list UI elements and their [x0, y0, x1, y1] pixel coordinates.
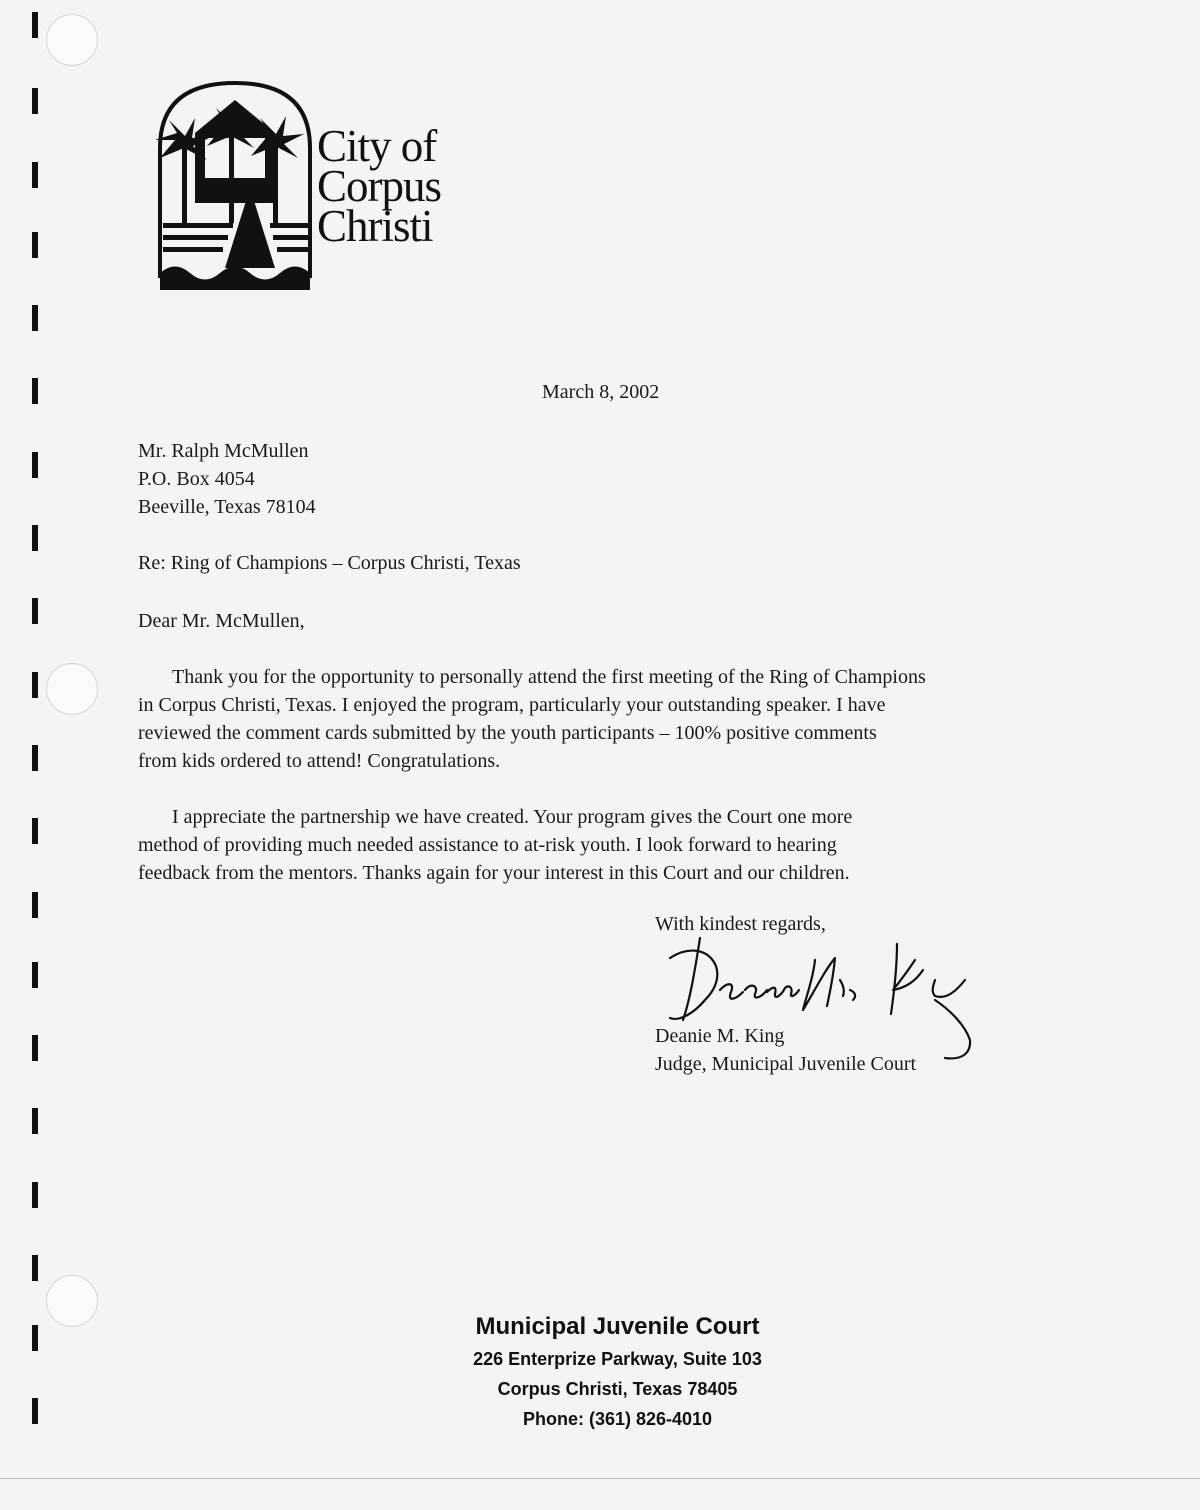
binder-mark — [32, 962, 38, 988]
page-edge-rule — [0, 1478, 1200, 1479]
binder-mark — [32, 1035, 38, 1061]
binder-mark — [32, 745, 38, 771]
binder-mark — [32, 525, 38, 551]
paragraph-line: reviewed the comment cards submitted by the youth participants – 100% positive comments — [138, 722, 877, 744]
paragraph-line: from kids ordered to attend! Congratulations. — [138, 750, 501, 772]
footer-phone: Phone: (361) 826-4010 — [522, 1409, 713, 1429]
salutation: Dear Mr. McMullen, — [138, 610, 305, 632]
letter-date: March 8, 2002 — [542, 381, 660, 403]
binder-mark — [32, 232, 38, 258]
binder-mark — [32, 818, 38, 844]
city-logo-text — [317, 121, 442, 251]
logo-line: City of — [317, 121, 437, 171]
logo-line: Corpus — [317, 161, 442, 211]
binder-mark — [32, 12, 38, 38]
footer-org-name: Municipal Juvenile Court — [475, 1313, 760, 1340]
subject-line: Re: Ring of Champions – Corpus Christi, Texas — [138, 552, 521, 574]
paragraph-line: method of providing much needed assistance to at-risk youth. I look forward to hearing — [138, 834, 837, 856]
body-paragraph — [138, 803, 852, 887]
punch-hole — [46, 14, 98, 66]
binder-mark — [32, 305, 38, 331]
logo-line: Christi — [317, 201, 433, 251]
signer-block — [655, 1022, 916, 1078]
recipient-address — [138, 437, 316, 521]
binder-mark — [32, 88, 38, 114]
binder-mark — [32, 672, 38, 698]
paragraph-line: in Corpus Christi, Texas. I enjoyed the program, particularly your outstanding speaker. I have — [138, 694, 886, 716]
signer-name: Deanie M. King — [655, 1025, 785, 1047]
binder-mark — [32, 1108, 38, 1134]
footer-address: 226 Enterprize Parkway, Suite 103 — [473, 1349, 762, 1369]
paragraph-line: feedback from the mentors. Thanks again for your interest in this Court and our children. — [138, 862, 850, 884]
closing: With kindest regards, — [655, 913, 826, 935]
punch-hole — [46, 663, 98, 715]
binder-mark — [32, 162, 38, 188]
body-paragraph — [138, 663, 926, 775]
signer-title: Judge, Municipal Juvenile Court — [655, 1053, 917, 1075]
binder-mark — [32, 1255, 38, 1281]
binder-mark — [32, 452, 38, 478]
binder-mark — [32, 1182, 38, 1208]
paragraph-line: I appreciate the partnership we have created. Your program gives the Court one more — [172, 806, 853, 828]
binder-mark — [32, 892, 38, 918]
city-logo-emblem-icon — [155, 78, 315, 293]
footer-city: Corpus Christi, Texas 78405 — [497, 1379, 738, 1399]
address-line: Mr. Ralph McMullen — [138, 440, 309, 462]
city-logo — [155, 78, 465, 293]
binder-mark — [32, 378, 38, 404]
letterhead-footer — [0, 1310, 1200, 1434]
address-line: P.O. Box 4054 — [138, 468, 255, 490]
address-line: Beeville, Texas 78104 — [138, 496, 316, 518]
binder-mark — [32, 598, 38, 624]
paragraph-line: Thank you for the opportunity to personally attend the first meeting of the Ring of Champions — [172, 666, 926, 688]
